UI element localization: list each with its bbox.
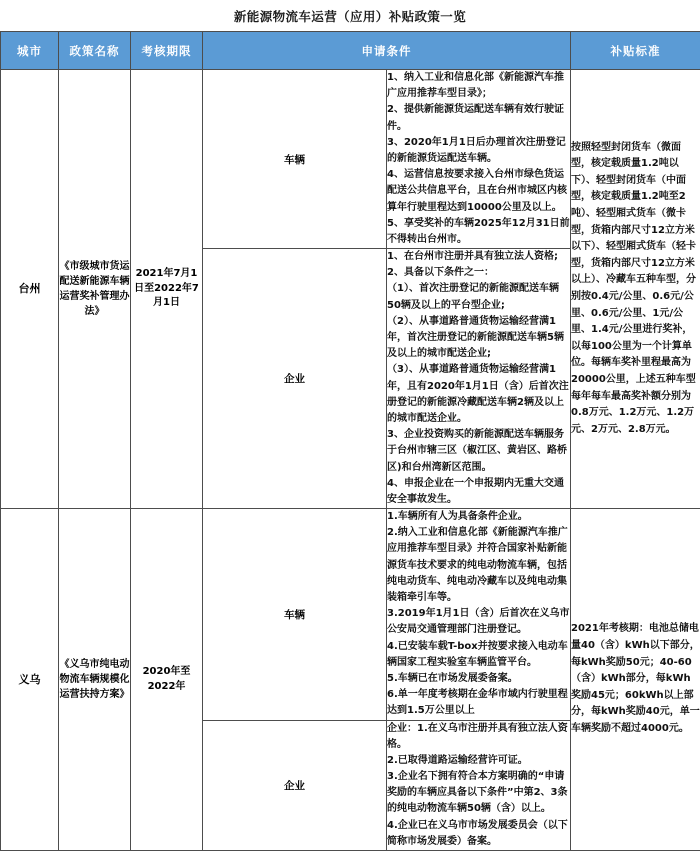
- condition-item: 3.企业名下拥有符合本方案明确的“申请奖励的车辆应具备以下条件”中第2、3条的纯电动物流车辆50辆（含）以上。: [387, 769, 570, 818]
- table-body: [1, 70, 700, 851]
- cell-vehicle-conditions: [387, 70, 571, 249]
- condition-item: 2、具备以下条件之一：: [387, 265, 570, 281]
- cell-assessment-period: 2021年7月1日至2022年7月1日: [131, 70, 203, 509]
- condition-item: （1）、首次注册登记的新能源配送车辆50辆及以上的平台型企业;: [387, 281, 570, 313]
- condition-item: 2.已取得道路运输经营许可证。: [387, 753, 570, 769]
- condition-item: 1、纳入工业和信息化部《新能源汽车推广应用推荐车型目录》；: [387, 70, 570, 102]
- cell-city: 台州: [1, 70, 59, 509]
- condition-item: （2）、从事道路普通货物运输经营满1年，首次注册登记的新能源配送车辆5辆及以上的城市配送企业;: [387, 314, 570, 363]
- cell-subtype-vehicle: 车辆: [203, 509, 387, 720]
- condition-item: 企业：1.在义乌市注册并具有独立法人资格。: [387, 721, 570, 753]
- condition-item: （3）、从事道路普通货物运输经营满1年，且有2020年1月1日（含）后首次注册登记的新能源冷藏配送车辆2辆及以上的城市配送企业。: [387, 362, 570, 427]
- page-title: 新能源物流车运营（应用）补贴政策一览: [234, 7, 466, 25]
- cell-subtype-enterprise: 企业: [203, 720, 387, 851]
- condition-item: 5、享受奖补的车辆2025年12月31日前不得转出台州市。: [387, 216, 570, 248]
- cell-policy-name: 《市级城市货运配送新能源车辆运营奖补管理办法》: [59, 70, 131, 509]
- condition-item: 4.已安装车载T-box并按要求接入电动车辆国家工程实验室车辆监管平台。: [387, 639, 570, 671]
- header-subsidy-standard: 补贴标准: [571, 32, 700, 70]
- document-title-bar: [0, 0, 700, 31]
- condition-item: 3、企业投资购买的新能源配送车辆服务于台州市辖三区（椒江区、黄岩区、路桥区)和台州湾新区范围。: [387, 427, 570, 476]
- cell-subtype-vehicle: 车辆: [203, 70, 387, 249]
- table-header: [1, 32, 700, 70]
- condition-item: 4.企业已在义乌市市场发展委员会（以下简称市场发展委）备案。: [387, 818, 570, 850]
- condition-item: 2、提供新能源货运配送车辆有效行驶证件。: [387, 102, 570, 134]
- cell-vehicle-conditions: [387, 509, 571, 720]
- subsidy-policy-table: [0, 31, 700, 851]
- cell-enterprise-conditions: [387, 720, 571, 851]
- condition-item: 6.单一年度考核期在金华市域内行驶里程达到1.5万公里以上: [387, 687, 570, 719]
- condition-item: 5.车辆已在市场发展委备案。: [387, 671, 570, 687]
- condition-item: 4、运营信息按要求接入台州市绿色货运配送公共信息平台，且在台州市城区内核算年行驶里程达到10000公里及以上。: [387, 167, 570, 216]
- header-policy-name: 政策名称: [59, 32, 131, 70]
- condition-item: 4、申报企业在一个申报期内无重大交通安全事故发生。: [387, 476, 570, 508]
- cell-city: 义乌: [1, 509, 59, 851]
- condition-item: 2.纳入工业和信息化部《新能源汽车推广应用推荐车型目录》并符合国家补贴新能源货车技术要求的纯电动物流车辆，包括纯电动货车、纯电动冷藏车以及纯电动集装箱牵引车等。: [387, 525, 570, 606]
- header-city: 城市: [1, 32, 59, 70]
- condition-item: 3、2020年1月1日后办理首次注册登记的新能源货运配送车辆。: [387, 135, 570, 167]
- table-row: [1, 70, 700, 249]
- header-application-conditions: 申请条件: [203, 32, 571, 70]
- cell-subsidy-standard: 2021年考核期：电池总储电量40（含）kWh以下部分，每kWh奖励50元；40-60（含）kWh部分，每kWh奖励45元；60kWh以上部分，每kWh奖励40元，单一车辆奖励不超过4000元。: [571, 509, 700, 851]
- cell-assessment-period: 2020年至2022年: [131, 509, 203, 851]
- condition-item: 1.车辆所有人为具备条件企业。: [387, 509, 570, 525]
- cell-subsidy-standard: 按照轻型封闭货车（微面型，核定载质量1.2吨以下）、轻型封闭货车（中面型，核定载质量1.2吨至2吨）、轻型厢式货车（微卡型，货箱内部尺寸12立方米以下）、轻型厢式货车（轻卡型，货箱内部尺寸12立方米以上）、冷藏车五种车型，分别按0.4元/公里、0.6元/公里、0.6元/公里、1元/公里、1.4元/公里进行奖补，以每100公里为一个计算单位。每辆车奖补里程最高为20000公里，上述五种车型每年每车最高奖补额分别为0.8万元、1.2万元、1.2万元、2万元、2.8万元。: [571, 70, 700, 509]
- table-row: [1, 509, 700, 720]
- cell-policy-name: 《义乌市纯电动物流车辆规模化运营扶持方案》: [59, 509, 131, 851]
- condition-item: 1、在台州市注册并具有独立法人资格;: [387, 249, 570, 265]
- header-assessment-period: 考核期限: [131, 32, 203, 70]
- header-row: [1, 32, 700, 70]
- cell-enterprise-conditions: [387, 249, 571, 509]
- condition-item: 3.2019年1月1日（含）后首次在义乌市公安局交通管理部门注册登记。: [387, 606, 570, 638]
- cell-subtype-enterprise: 企业: [203, 249, 387, 509]
